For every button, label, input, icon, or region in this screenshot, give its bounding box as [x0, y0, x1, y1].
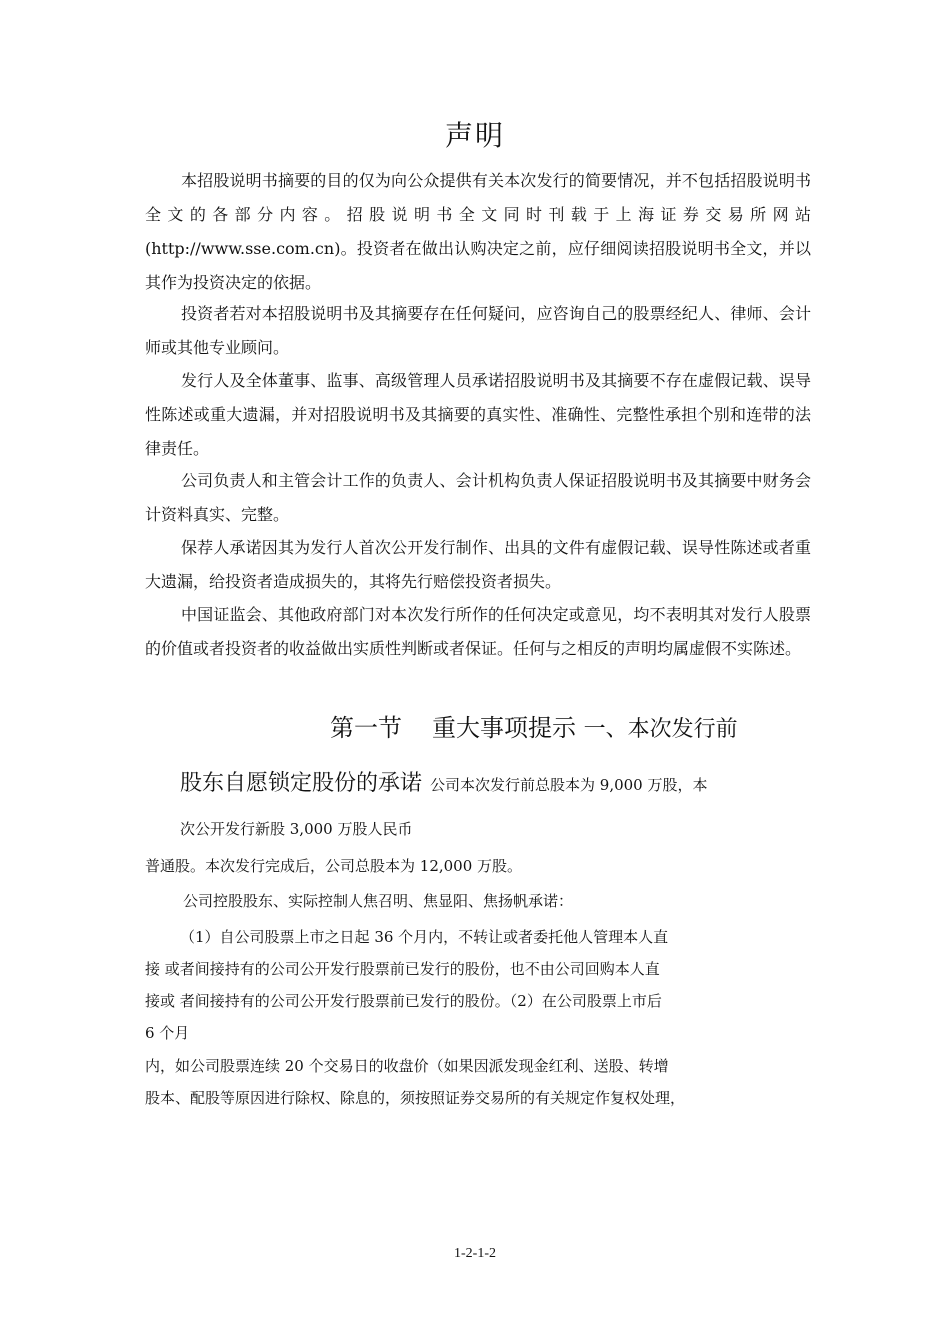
body-line: （1）自公司股票上市之日起 36 个月内，不转让或者委托他人管理本人直 [180, 928, 669, 946]
body-line: 公司本次发行前总股本为 9,000 万股，本 [430, 776, 708, 794]
subsection-heading-line [180, 768, 708, 801]
declaration-paragraph-4: 公司负责人和主管会计工作的负责人、会计机构负责人保证招股说明书及其摘要中财务会计资料真实、完整。 [145, 471, 811, 524]
declaration-paragraph-6: 中国证监会、其他政府部门对本次发行所作的任何决定或意见，均不表明其对发行人股票的价值或者投资者的收益做出实质性判断或者保证。任何与之相反的声明均属虚假不实陈述。 [145, 605, 811, 658]
body-line: 接 或者间接持有的公司公开发行股票前已发行的股份，也不由公司回购本人直 [145, 960, 660, 978]
section-number: 第一节 [330, 714, 402, 742]
body-line: 公司控股股东、实际控制人焦召明、焦显阳、焦扬帆承诺： [183, 892, 574, 910]
section-heading [330, 708, 738, 750]
section-title: 重大事项提示 [432, 714, 576, 742]
body-line: 股本、配股等原因进行除权、除息的，须按照证券交易所的有关规定作复权处理， [145, 1089, 686, 1107]
declaration-title: 声明 [444, 119, 505, 152]
declaration-paragraph-2: 投资者若对本招股说明书及其摘要存在任何疑问，应咨询自己的股票经纪人、律师、会计师或其他专业顾问。 [145, 304, 811, 357]
page-number: 1-2-1-2 [454, 1246, 496, 1261]
body-line: 内，如公司股票连续 20 个交易日的收盘价（如果因派发现金红利、送股、转增 [145, 1057, 669, 1075]
body-line: 6 个月 [145, 1024, 190, 1042]
subsection-title-end: 股东自愿锁定股份的承诺 [180, 771, 423, 796]
body-line: 接或 者间接持有的公司公开发行股票前已发行的股份。（2）在公司股票上市后 [145, 992, 662, 1010]
declaration-paragraph-3: 发行人及全体董事、监事、高级管理人员承诺招股说明书及其摘要不存在虚假记载、误导性陈述或重大遗漏，并对招股说明书及其摘要的真实性、准确性、完整性承担个别和连带的法律责任。 [145, 371, 811, 458]
declaration-paragraph-5: 保荐人承诺因其为发行人首次公开发行制作、出具的文件有虚假记载、误导性陈述或者重大遗漏，给投资者造成损失的，其将先行赔偿投资者损失。 [145, 538, 811, 591]
body-line: 普通股。本次发行完成后，公司总股本为 12,000 万股。 [145, 857, 523, 875]
subsection-title-start: 一、本次发行前 [583, 717, 738, 742]
body-line: 次公开发行新股 3,000 万股人民币 [180, 820, 413, 838]
declaration-paragraph-1: 本招股说明书摘要的目的仅为向公众提供有关本次发行的简要情况，并不包括招股说明书全文的各部分内容。招股说明书全文同时刊载于上海证券交易所网站(http://www.sse.com.cn)。投资者在做出认购决定之前，应仔细阅读招股说明书全文，并以其作为投资决定的依据。 [145, 171, 811, 292]
